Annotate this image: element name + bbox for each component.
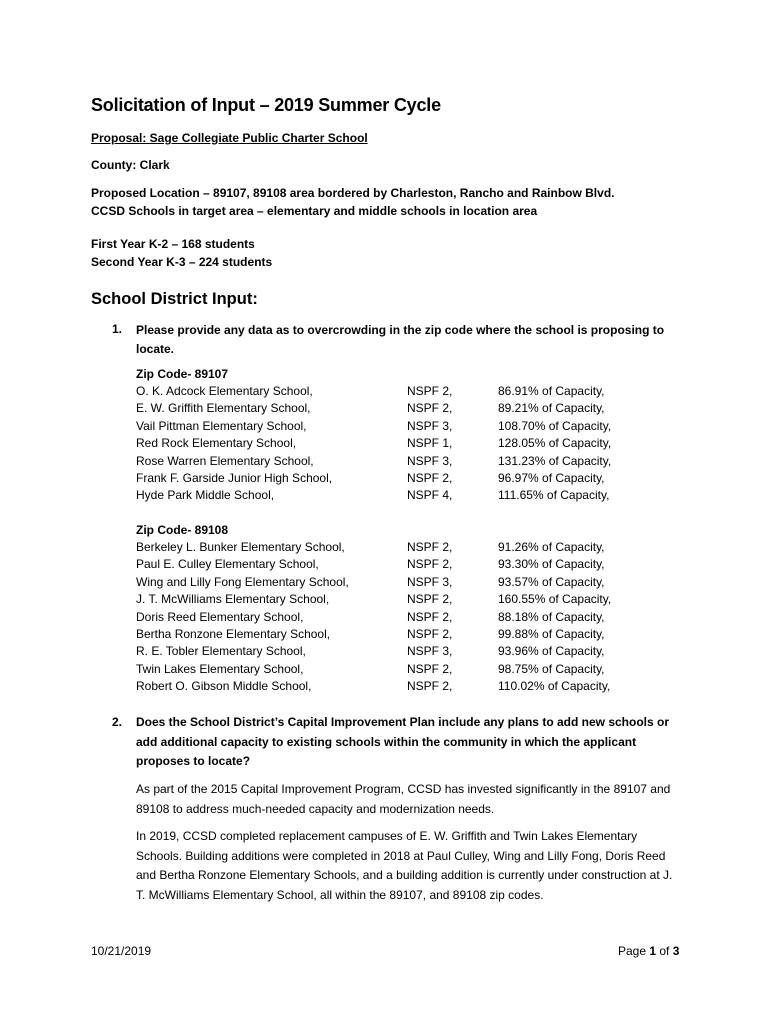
school-name: J. T. McWilliams Elementary School, xyxy=(136,592,330,607)
school-nspf: NSPF 2, xyxy=(407,679,453,694)
school-capacity: 93.96% of Capacity, xyxy=(498,644,605,659)
table-row xyxy=(136,557,676,574)
school-capacity: 131.23% of Capacity, xyxy=(498,453,612,468)
school-nspf: NSPF 2, xyxy=(407,557,453,572)
table-row xyxy=(136,540,676,557)
page-total: 3 xyxy=(672,944,680,958)
question-2-number: 2. xyxy=(112,715,123,729)
school-name: Bertha Ronzone Elementary School, xyxy=(136,626,331,641)
school-capacity: 96.97% of Capacity, xyxy=(498,470,605,485)
school-name: Rose Warren Elementary School, xyxy=(136,453,314,468)
school-capacity: 86.91% of Capacity, xyxy=(498,384,605,398)
school-name: R. E. Tobler Elementary School, xyxy=(136,644,306,659)
school-nspf: NSPF 4, xyxy=(407,488,453,503)
school-name: Vail Pittman Elementary School, xyxy=(136,418,307,433)
answer-paragraph-1: As part of the 2015 Capital Improvement Program, CCSD has invested significantly in the 89107 and 89108 to address much-needed capacity and modernization needs. xyxy=(136,782,671,816)
proposed-location-line: Proposed Location – 89107, 89108 area bordered by Charleston, Rancho and Rainbow Blvd. xyxy=(91,186,615,200)
answer-paragraph-2: In 2019, CCSD completed replacement campuses of E. W. Griffith and Twin Lakes Elementary Schools. Building additions were completed in 2018 at Paul Culley, Wing and Lilly Fong, Doris Reed and Bertha Ronzone Elementary Schools, and a building addition is currently under construction at J. T. McWilliams Elementary School, all within the 89107, and 89108 zip codes. xyxy=(136,829,673,902)
footer-page-number xyxy=(618,944,679,958)
school-capacity: 108.70% of Capacity, xyxy=(498,418,612,433)
table-row xyxy=(136,419,676,436)
zip-89108-heading: Zip Code- 89108 xyxy=(136,523,229,537)
question-1-number: 1. xyxy=(112,322,123,336)
table-row xyxy=(136,384,676,401)
table-row xyxy=(136,488,676,505)
table-row xyxy=(136,471,676,488)
school-name: Hyde Park Middle School, xyxy=(136,488,275,503)
school-nspf: NSPF 3, xyxy=(407,574,453,589)
question-1-text: Please provide any data as to overcrowding in the zip code where the school is proposing to locate. xyxy=(136,323,665,356)
document-title: Solicitation of Input – 2019 Summer Cycle xyxy=(91,95,441,115)
table-row xyxy=(136,610,676,627)
school-name: Berkeley L. Bunker Elementary School, xyxy=(136,540,345,554)
school-name: Red Rock Elementary School, xyxy=(136,436,297,451)
footer-date: 10/21/2019 xyxy=(91,944,152,958)
school-nspf: NSPF 3, xyxy=(407,644,453,659)
second-year-line: Second Year K-3 – 224 students xyxy=(91,255,273,269)
school-nspf: NSPF 2, xyxy=(407,609,453,624)
school-nspf: NSPF 2, xyxy=(407,384,453,398)
school-nspf: NSPF 2, xyxy=(407,626,453,641)
school-capacity: 89.21% of Capacity, xyxy=(498,401,605,416)
school-name: Twin Lakes Elementary School, xyxy=(136,661,304,676)
page-of: of xyxy=(656,944,673,958)
table-row xyxy=(136,644,676,661)
school-nspf: NSPF 2, xyxy=(407,661,453,676)
school-capacity: 88.18% of Capacity, xyxy=(498,609,605,624)
proposal-line: Proposal: Sage Collegiate Public Charter School xyxy=(91,131,368,145)
school-capacity: 111.65% of Capacity, xyxy=(498,488,610,503)
school-name: Wing and Lilly Fong Elementary School, xyxy=(136,574,349,589)
question-2-text: Does the School District’s Capital Improvement Plan include any plans to add new schools or add additional capacity to existing schools within the community in which the applicant proposes to locate? xyxy=(136,715,669,768)
school-nspf: NSPF 3, xyxy=(407,453,453,468)
district-input-heading: School District Input: xyxy=(91,290,258,308)
table-row xyxy=(136,662,676,679)
table-row xyxy=(136,592,676,609)
table-row xyxy=(136,627,676,644)
school-capacity: 91.26% of Capacity, xyxy=(498,540,605,554)
page-prefix: Page xyxy=(618,944,650,958)
school-capacity: 93.30% of Capacity, xyxy=(498,557,605,572)
school-name: Frank F. Garside Junior High School, xyxy=(136,470,333,485)
school-capacity: 93.57% of Capacity, xyxy=(498,574,605,589)
first-year-line: First Year K-2 – 168 students xyxy=(91,237,255,251)
school-capacity: 99.88% of Capacity, xyxy=(498,626,605,641)
zip-89107-table xyxy=(136,384,676,506)
page-current: 1 xyxy=(649,944,657,958)
school-capacity: 128.05% of Capacity, xyxy=(498,436,612,451)
school-name: E. W. Griffith Elementary School, xyxy=(136,401,311,416)
county-line: County: Clark xyxy=(91,158,170,172)
school-capacity: 160.55% of Capacity, xyxy=(498,592,612,607)
zip-89107-heading: Zip Code- 89107 xyxy=(136,367,229,381)
school-nspf: NSPF 2, xyxy=(407,470,453,485)
zip-89108-table xyxy=(136,540,676,697)
school-nspf: NSPF 2, xyxy=(407,540,453,554)
school-name: Robert O. Gibson Middle School, xyxy=(136,679,312,694)
table-row xyxy=(136,575,676,592)
school-nspf: NSPF 2, xyxy=(407,401,453,416)
school-name: Doris Reed Elementary School, xyxy=(136,609,304,624)
school-capacity: 98.75% of Capacity, xyxy=(498,661,605,676)
school-capacity: 110.02% of Capacity, xyxy=(498,679,611,694)
school-nspf: NSPF 2, xyxy=(407,592,453,607)
table-row xyxy=(136,454,676,471)
table-row xyxy=(136,401,676,418)
table-row xyxy=(136,436,676,453)
ccsd-schools-line: CCSD Schools in target area – elementary and middle schools in location area xyxy=(91,204,538,218)
school-name: O. K. Adcock Elementary School, xyxy=(136,384,313,398)
school-nspf: NSPF 1, xyxy=(407,436,453,451)
school-name: Paul E. Culley Elementary School, xyxy=(136,557,319,572)
table-row xyxy=(136,679,676,696)
school-nspf: NSPF 3, xyxy=(407,418,453,433)
